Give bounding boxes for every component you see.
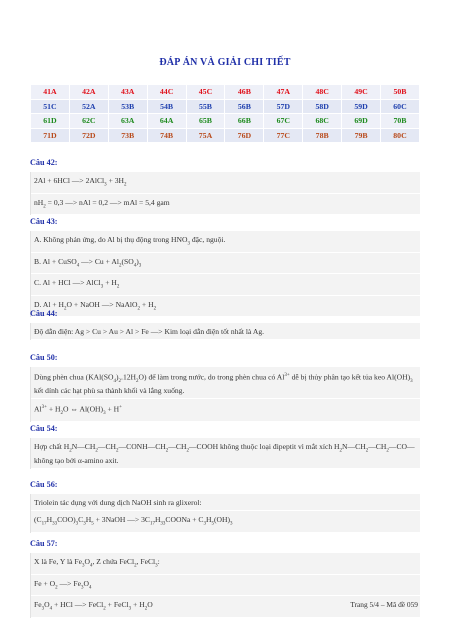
answer-cell: 60C bbox=[381, 99, 420, 114]
solution-line: X là Fe, Y là $Fe_3O_4$, Z chứa FeCl$_2$, FeCl$_3$: bbox=[31, 553, 420, 575]
solution-line: D. $Al + H_2O$ + NaOH —> NaAlO$_2$ + $H_2$ bbox=[31, 296, 420, 318]
answer-table bbox=[30, 84, 420, 143]
solution-box bbox=[30, 323, 420, 340]
answer-cell: 62C bbox=[69, 114, 108, 129]
answer-cell: 41A bbox=[31, 85, 70, 100]
question-label: Câu 43: bbox=[30, 217, 58, 226]
solution-line: Triolein tác dụng với dung dịch NaOH sinh ra glixerol: bbox=[31, 494, 420, 511]
solution-box bbox=[30, 172, 420, 215]
answer-cell: 64A bbox=[147, 114, 186, 129]
answer-cell: 59D bbox=[342, 99, 381, 114]
answer-cell: 68C bbox=[303, 114, 342, 129]
solution-line: $Fe + O_2$ —> $Fe_3O_4$ bbox=[31, 575, 420, 597]
solution-box bbox=[30, 438, 420, 469]
answer-row bbox=[31, 85, 420, 100]
solution-line: $(C_{17}H_{33}COO)_3C_3H_5$ + 3NaOH —> $3C_{17}H_{33}COONa + C_3H_5(OH)_3$ bbox=[31, 511, 420, 533]
answer-cell: 70B bbox=[381, 114, 420, 129]
answer-cell: 50B bbox=[381, 85, 420, 100]
answer-row bbox=[31, 128, 420, 143]
question-label: Câu 54: bbox=[30, 424, 58, 433]
answer-cell: 57D bbox=[264, 99, 303, 114]
answer-cell: 46B bbox=[225, 85, 264, 100]
answer-cell: 44C bbox=[147, 85, 186, 100]
solution-box bbox=[30, 231, 420, 317]
question-label: Câu 42: bbox=[30, 158, 58, 167]
answer-cell: 58D bbox=[303, 99, 342, 114]
answer-cell: 79B bbox=[342, 128, 381, 143]
answer-cell: 61D bbox=[31, 114, 70, 129]
question-section bbox=[30, 217, 420, 317]
question-label: Câu 44: bbox=[30, 309, 58, 318]
question-section bbox=[30, 309, 420, 340]
answer-cell: 69D bbox=[342, 114, 381, 129]
answer-cell: 56B bbox=[225, 99, 264, 114]
solution-line: Hợp chất $H_2N—CH_2—CH_2—CONH—CH_2—CH_2—COOH$ không thuộc loại đipeptit vì mắt xích $H_2N—CH_2—CH_2—CO—$ không tạo bởi α-amino axit. bbox=[31, 438, 420, 469]
answer-cell: 65B bbox=[186, 114, 225, 129]
answer-cell: 55B bbox=[186, 99, 225, 114]
question-section bbox=[30, 158, 420, 215]
question-section bbox=[30, 353, 420, 422]
answer-cell: 77C bbox=[264, 128, 303, 143]
answer-row bbox=[31, 99, 420, 114]
question-label: Câu 57: bbox=[30, 539, 58, 548]
answer-cell: 52A bbox=[69, 99, 108, 114]
answer-cell: 78B bbox=[303, 128, 342, 143]
solution-line: B. Al + CuSO$_4$ —> $Cu + Al_2(SO_4)_3$ bbox=[31, 253, 420, 275]
solution-line: $Al^{3+} + H_2O$ ⇔ $Al(OH)_3 + H^+$ bbox=[31, 399, 420, 422]
answer-cell: 49C bbox=[342, 85, 381, 100]
answer-cell: 53B bbox=[108, 99, 147, 114]
solution-line: Độ dẫn điện: Ag > Cu > Au > Al > Fe —> Kim loại dẫn điện tốt nhất là Ag. bbox=[31, 323, 420, 340]
answer-cell: 42A bbox=[69, 85, 108, 100]
page-title: ĐÁP ÁN VÀ GIẢI CHI TIẾT bbox=[159, 57, 291, 68]
question-section bbox=[30, 480, 420, 533]
answer-cell: 74B bbox=[147, 128, 186, 143]
answer-cell: 63A bbox=[108, 114, 147, 129]
answer-cell: 48C bbox=[303, 85, 342, 100]
question-section bbox=[30, 424, 420, 469]
answer-cell: 54B bbox=[147, 99, 186, 114]
answer-cell: 72D bbox=[69, 128, 108, 143]
answer-row bbox=[31, 114, 420, 129]
answer-cell: 73B bbox=[108, 128, 147, 143]
question-label: Câu 50: bbox=[30, 353, 58, 362]
answer-cell: 66B bbox=[225, 114, 264, 129]
answer-cell: 76D bbox=[225, 128, 264, 143]
answer-cell: 43A bbox=[108, 85, 147, 100]
answer-cell: 71D bbox=[31, 128, 70, 143]
solution-box bbox=[30, 494, 420, 533]
solution-line: 2Al + 6HCl —> 2AlCl$_3$ + $3H_2$ bbox=[31, 172, 420, 194]
solution-box bbox=[30, 367, 420, 422]
page-footer: Trang 5/4 – Mã đề 059 bbox=[350, 600, 418, 609]
solution-line: Dùng phèn chua $(KAl(SO_4)_2.12H_2O)$ để làm trong nước, do trong phèn chua có $Al^{3+}$ dễ bị thủy phân tạo kết tủa keo $Al(OH)_3$ kết dính các hạt phù sa thành khối và lắng xuống. bbox=[31, 367, 420, 399]
answer-cell: 45C bbox=[186, 85, 225, 100]
answer-cell: 80C bbox=[381, 128, 420, 143]
solution-line: C. Al + HCl —> AlCl$_3$ + $H_2$ bbox=[31, 274, 420, 296]
answer-cell: 75A bbox=[186, 128, 225, 143]
solution-line: $Fe_3O_4$ + HCl —> FeCl$_2$ + FeCl$_3$ + $H_2O$ bbox=[31, 596, 420, 618]
answer-cell: 51C bbox=[31, 99, 70, 114]
solution-line: A. Không phản ứng, do Al bị thụ động trong $HNO_3$ đặc, nguội. bbox=[31, 231, 420, 253]
answer-cell: 67C bbox=[264, 114, 303, 129]
question-label: Câu 56: bbox=[30, 480, 58, 489]
answer-cell: 47A bbox=[264, 85, 303, 100]
solution-line: $nH_2 = 0,3$ —> nAl = 0,2 —> mAl = 5,4 gam bbox=[31, 194, 420, 216]
